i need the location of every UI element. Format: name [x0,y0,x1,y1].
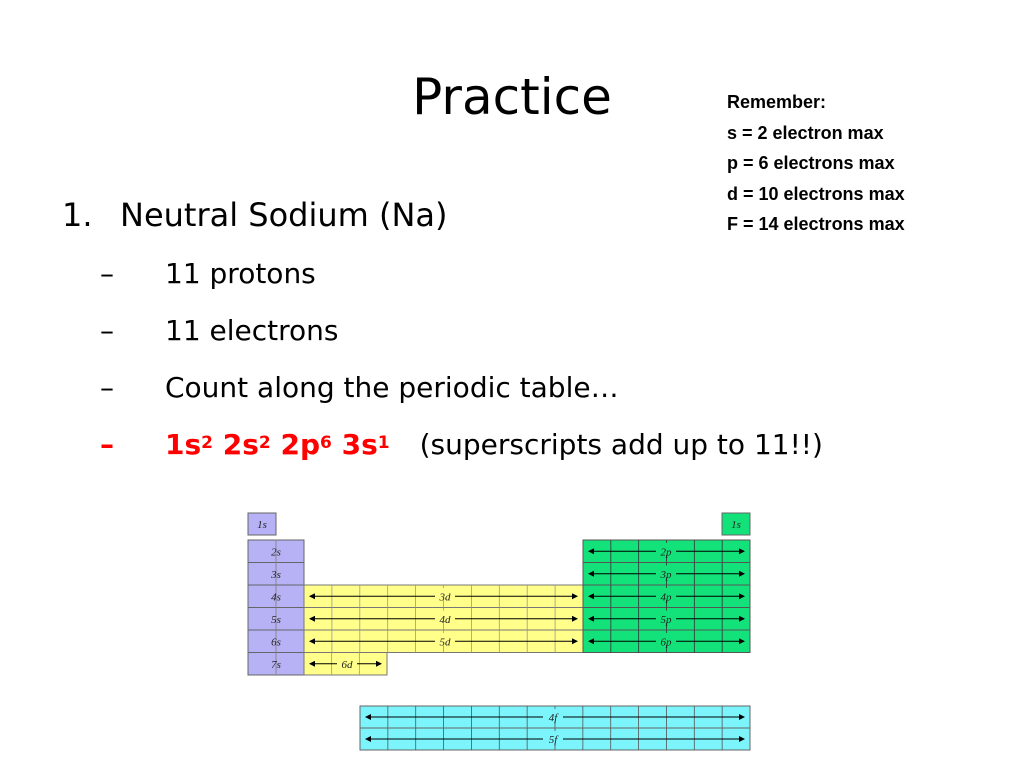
config-superscript: 1 [377,433,390,453]
config-superscript: 2 [258,433,271,453]
p-block-label: 2p [660,546,672,559]
s-block-label: 1s [257,519,267,531]
s-block-label: 7s [271,658,281,671]
p-block-label: 3p [660,568,672,581]
config-term: 3s [341,428,378,461]
bullet-text: Count along the periodic table… [165,371,619,404]
bullet-text: 11 electrons [165,314,339,347]
p-block-label: 5p [660,613,672,626]
f-block-label: 5f [548,734,558,746]
config-term: 1s [165,428,202,461]
p-block-label: 6p [660,636,672,649]
remember-line-f: F = 14 electrons max [727,214,905,234]
s-block-label: 3s [271,568,281,581]
bullet-dash: – [100,371,114,404]
problem-text: Neutral Sodium (Na) [120,196,448,234]
s-block-label: 2s [271,546,281,559]
d-block-label: 5d [439,636,451,649]
config-term: 2s [222,428,259,461]
remember-line-d: d = 10 electrons max [727,183,905,204]
f-block-label: 4f [548,712,558,724]
slide-title: Practice [412,68,612,126]
p-block-label: 1s [731,519,741,531]
p-block-label: 4p [660,591,672,604]
d-block-label: 3d [439,591,451,604]
problem-number: 1. [62,196,93,234]
config-note: (superscripts add up to 11!!) [419,428,823,461]
s-block-label: 6s [271,636,281,649]
remember-line-s: s = 2 electron max [727,122,884,143]
bullet-dash: – [100,428,114,461]
d-block-label: 6d [341,658,353,671]
bullet-dash: – [100,257,114,290]
d-block-label: 4d [439,613,451,626]
bullet-text: 11 protons [165,257,316,290]
remember-heading: Remember: [727,92,827,112]
s-block-label: 4s [271,591,281,604]
s-block-label: 5s [271,613,281,626]
config-superscript: 6 [320,433,332,453]
config-term: 2p [280,428,321,461]
bullet-dash: – [100,314,114,347]
remember-line-p: p = 6 electrons max [727,153,895,173]
config-superscript: 2 [201,433,213,453]
